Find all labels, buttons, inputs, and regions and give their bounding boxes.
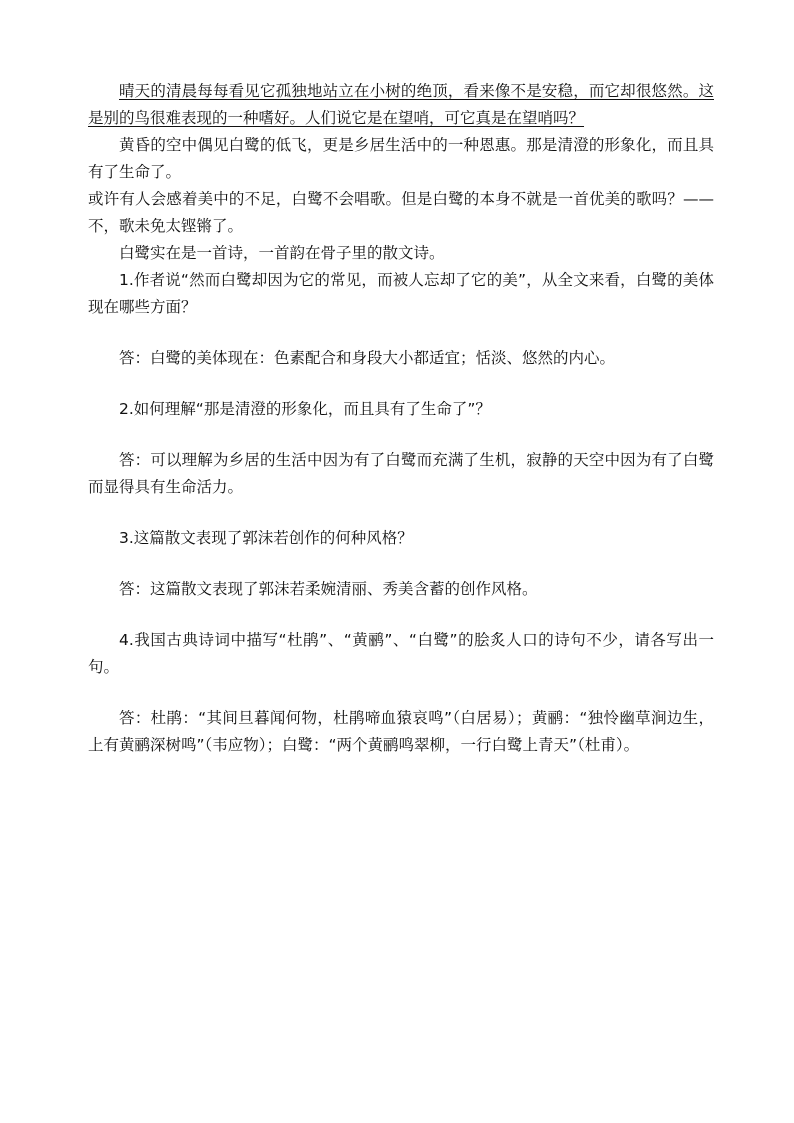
passage-paragraph-2: 黄昏的空中偶见白鹭的低飞，更是乡居生活中的一种恩惠。那是清澄的形象化，而且具有了生命了。 [88, 136, 714, 181]
answer-4: 答：杜鹃：“其间旦暮闻何物，杜鹃啼血猿哀鸣”（白居易）；黄鹂：“独怜幽草涧边生，上有黄鹂深树鸣”（韦应物）；白鹭：“两个黄鹂鸣翠柳，一行白鹭上青天”（杜甫）。 [88, 709, 714, 754]
question-3: 3.这篇散文表现了郭沫若创作的何种风格？ [119, 529, 413, 547]
question-4: 4.我国古典诗词中描写“杜鹃”、“黄鹂”、“白鹭”的脍炙人口的诗句不少，请各写出一句。 [88, 631, 714, 676]
passage-paragraph-4: 白鹭实在是一首诗，一首韵在骨子里的散文诗。 [119, 244, 445, 262]
document-page [88, 78, 714, 759]
answer-1: 答：白鹭的美体现在：色素配合和身段大小都适宜；恬淡、悠然的内心。 [119, 349, 616, 367]
question-2: 2.如何理解“那是清澄的形象化，而且具有了生命了”？ [119, 400, 491, 418]
passage-paragraph-1: 晴天的清晨每每看见它孤独地站立在小树的绝顶，看来像不是安稳，而它却很悠然。这是别的鸟很难表现的一种嗜好。人们说它是在望哨，可它真是在望哨吗？ [88, 82, 714, 127]
answer-3: 答：这篇散文表现了郭沫若柔婉清丽、秀美含蓄的创作风格。 [119, 580, 538, 598]
question-1: 1.作者说“然而白鹭却因为它的常见，而被人忘却了它的美”，从全文来看，白鹭的美体现在哪些方面？ [88, 271, 714, 316]
answer-2: 答：可以理解为乡居的生活中因为有了白鹭而充满了生机，寂静的天空中因为有了白鹭而显得具有生命活力。 [88, 451, 714, 496]
passage-paragraph-3: 或许有人会感着美中的不足，白鹭不会唱歌。但是白鹭的本身不就是一首优美的歌吗？——不，歌未免太铿锵了。 [88, 190, 714, 235]
